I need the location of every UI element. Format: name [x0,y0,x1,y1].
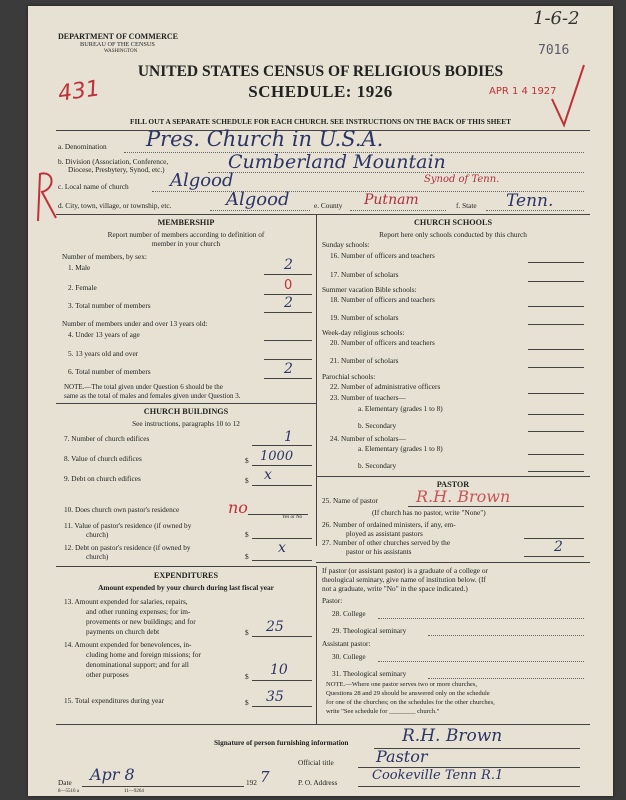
year-value: 7 [260,768,270,786]
schools-intro: Report here only schools conducted by this church [379,230,527,239]
county-value: Putnam [364,192,419,208]
q11-label: 11. Value of pastor's residence (if owned by [64,521,192,530]
q25-pastor-value: R.H. Brown [416,487,511,506]
q24b-label: b. Secondary [358,461,397,470]
pastor-note-2: Questions 28 and 29 should be answered only on the schedule [326,690,490,697]
q8-value: 1000 [260,449,294,464]
q14-label-3: denominational support; and for all [86,660,189,669]
date-value: Apr 8 [90,765,135,784]
print-number: 11—9264 [124,789,144,794]
q4-under13-label: 4. Under 13 years of age [68,330,140,339]
division-value: Cumberland Mountain [228,151,446,173]
state-value: Tenn. [506,191,554,211]
q12-debt-value: x [278,540,286,556]
division-label: b. Division (Association, Conference, [58,157,169,166]
form-instructions: FILL OUT A SEPARATE SCHEDULE FOR EACH CHURCH. SEE INSTRUCTIONS ON THE BACK OF THIS SHEET [129,117,511,126]
section-rule [56,214,590,215]
q10-residence-label: 10. Does church own pastor's residence [64,505,180,514]
membership-note-2: same as the total of males and females given under Question 3. [64,392,241,400]
official-title-label: Official title [298,758,334,767]
form-number: 8—5516 a [58,789,79,794]
q13-value: 25 [266,619,284,635]
q9-debt-value: x [264,467,272,483]
po-address-label: P. O. Address [298,778,338,787]
pastor-note: NOTE.—Where one pastor serves two or more churches, [326,681,478,688]
dollar-sign: $ [245,530,249,539]
expenditures-heading: EXPENDITURES [153,571,219,580]
signature-value: R.H. Brown [402,726,503,746]
red-file-number: 431 [56,76,102,107]
buildings-heading: CHURCH BUILDINGS [143,407,229,416]
q19-label: 19. Number of scholars [330,313,399,322]
dollar-sign: $ [245,672,249,681]
q14-label-2: cluding home and foreign missions; for [86,650,201,659]
q6-total-label: 6. Total number of members [68,367,151,376]
q7-edifices-value: 1 [284,429,293,445]
q26-label-2: ployed as assistant pastors [346,529,423,538]
signature-label: Signature of person furnishing information [214,738,349,747]
dollar-sign: $ [245,628,249,637]
q29-label: 29. Theological seminary [332,626,407,635]
q13-label-4: payments on church debt [86,627,160,636]
q15-value: 35 [266,689,284,705]
q5-over13-label: 5. 13 years old and over [68,349,139,358]
parochial-schools-label: Parochial schools: [322,372,376,381]
membership-intro-2: member in your church [151,239,221,248]
membership-note: NOTE.—The total given under Question 6 should be the [64,383,223,391]
dollar-sign: $ [245,476,249,485]
assistant-subheading: Assistant pastor: [322,639,371,648]
q12-label-2: church) [86,552,109,561]
q1-male-label: 1. Male [68,263,91,272]
pastor-note-3: for one of the churches; on the schedules for the other churches, [326,699,495,706]
city-town-label: d. City, town, village, or township, etc. [58,201,172,210]
form-subtitle: SCHEDULE: 1926 [248,82,393,101]
city-label: WASHINGTON [104,49,138,54]
q30-label: 30. College [332,652,366,661]
q2-female-value: 0 [284,278,293,293]
local-name-label: c. Local name of church [58,182,129,191]
q2-female-label: 2. Female [68,283,97,292]
graduate-note-2: theological seminary, give name of institution below. (If [322,575,486,584]
q24-label: 24. Number of scholars— [330,434,406,443]
stamp-number: 7016 [538,43,570,58]
city-town-value: Algood [226,189,290,210]
po-address-value: Cookeville Tenn R.1 [372,768,504,783]
received-date-stamp: APR 1 4 1927 [489,86,557,97]
q22-label: 22. Number of administrative officers [330,382,441,391]
county-label: e. County [314,201,343,210]
buildings-sub: See instructions, paragraphs 10 to 12 [132,419,240,428]
census-form [28,6,613,796]
red-r-mark-icon [30,166,60,226]
sunday-schools-label: Sunday schools: [322,240,370,249]
official-title-value: Pastor [376,747,428,766]
q13-label: 13. Amount expended for salaries, repairs, [64,597,188,606]
q20-label: 20. Number of officers and teachers [330,338,435,347]
pastor-note-4: write "See schedule for ________ church." [326,708,440,715]
q14-value: 10 [270,662,288,678]
q15-label: 15. Total expenditures during year [64,696,165,705]
q12-label: 12. Debt on pastor's residence (if owned by [64,543,191,552]
q6-total-value: 2 [284,361,293,377]
q31-label: 31. Theological seminary [332,669,407,678]
q27-label: 27. Number of other churches served by the [322,538,451,547]
summer-schools-label: Summer vacation Bible schools: [322,285,417,294]
q10-note: Yes or No [282,515,303,520]
graduate-note: If pastor (or assistant pastor) is a graduate of a college or [322,566,488,575]
membership-heading: MEMBERSHIP [157,218,215,227]
dollar-sign: $ [245,456,249,465]
corner-note: 1-6-2 [533,8,580,29]
column-divider [316,214,317,546]
q25-note: (If church has no pastor, write "None") [372,508,486,517]
q3-total-label: 3. Total number of members [68,301,151,310]
q28-label: 28. College [332,609,366,618]
q23a-label: a. Elementary (grades 1 to 8) [358,404,443,413]
q26-label: 26. Number of ordained ministers, if any, em- [322,520,456,529]
q3-total-value: 2 [284,295,293,311]
denomination-label: a. Denomination [58,142,107,151]
expenditures-sub: Amount expended by your church during last fiscal year [98,583,274,592]
local-name-note: Synod of Tenn. [424,174,500,185]
pastor-subheading: Pastor: [322,596,343,605]
pastor-heading: PASTOR [436,480,470,489]
q23b-label: b. Secondary [358,421,397,430]
dollar-sign: $ [245,698,249,707]
q14-label: 14. Amount expended for benevolences, in- [64,640,192,649]
q27-label-2: pastor or his assistants [346,547,412,556]
denomination-value: Pres. Church in U.S.A. [146,127,384,151]
q11-label-2: church) [86,530,109,539]
q16-label: 16. Number of officers and teachers [330,251,435,260]
department-label: DEPARTMENT OF COMMERCE [58,32,179,41]
q14-label-4: other purposes [86,670,129,679]
membership-age-heading: Number of members under and over 13 years old: [62,319,208,328]
q9-debt-label: 9. Debt on church edifices [64,474,141,483]
q24a-label: a. Elementary (grades 1 to 8) [358,444,443,453]
q25-label: 25. Name of pastor [322,496,378,505]
q1-male-value: 2 [284,257,293,273]
local-name-value: Algood [170,170,234,191]
division-label-2: Diocese, Presbytery, Synod, etc.) [68,165,165,174]
membership-intro: Report number of members according to definition of [107,230,265,239]
dollar-sign: $ [245,552,249,561]
q27-value: 2 [554,539,563,555]
red-check-mark-icon [548,61,588,131]
bureau-label: BUREAU OF THE CENSUS [80,41,155,48]
q10-residence-value: no [228,498,248,517]
q23-label: 23. Number of teachers— [330,393,406,402]
year-label: 192 [246,778,257,787]
weekday-schools-label: Week-day religious schools: [322,328,405,337]
membership-by-sex: Number of members, by sex: [62,252,147,261]
q18-label: 18. Number of officers and teachers [330,295,435,304]
state-label: f. State [456,201,477,210]
date-label: Date [58,778,72,787]
graduate-note-3: not a graduate, write "No" in the space indicated.) [322,584,468,593]
q13-label-2: and other running expenses; for im- [86,607,191,616]
q21-label: 21. Number of scholars [330,356,399,365]
schools-heading: CHURCH SCHOOLS [413,218,493,227]
q8-value-label: 8. Value of church edifices [64,454,142,463]
form-title: UNITED STATES CENSUS OF RELIGIOUS BODIES [137,63,504,80]
q7-edifices-label: 7. Number of church edifices [64,434,150,443]
q17-label: 17. Number of scholars [330,270,399,279]
q13-label-3: provements or new buildings; and for [86,617,196,626]
